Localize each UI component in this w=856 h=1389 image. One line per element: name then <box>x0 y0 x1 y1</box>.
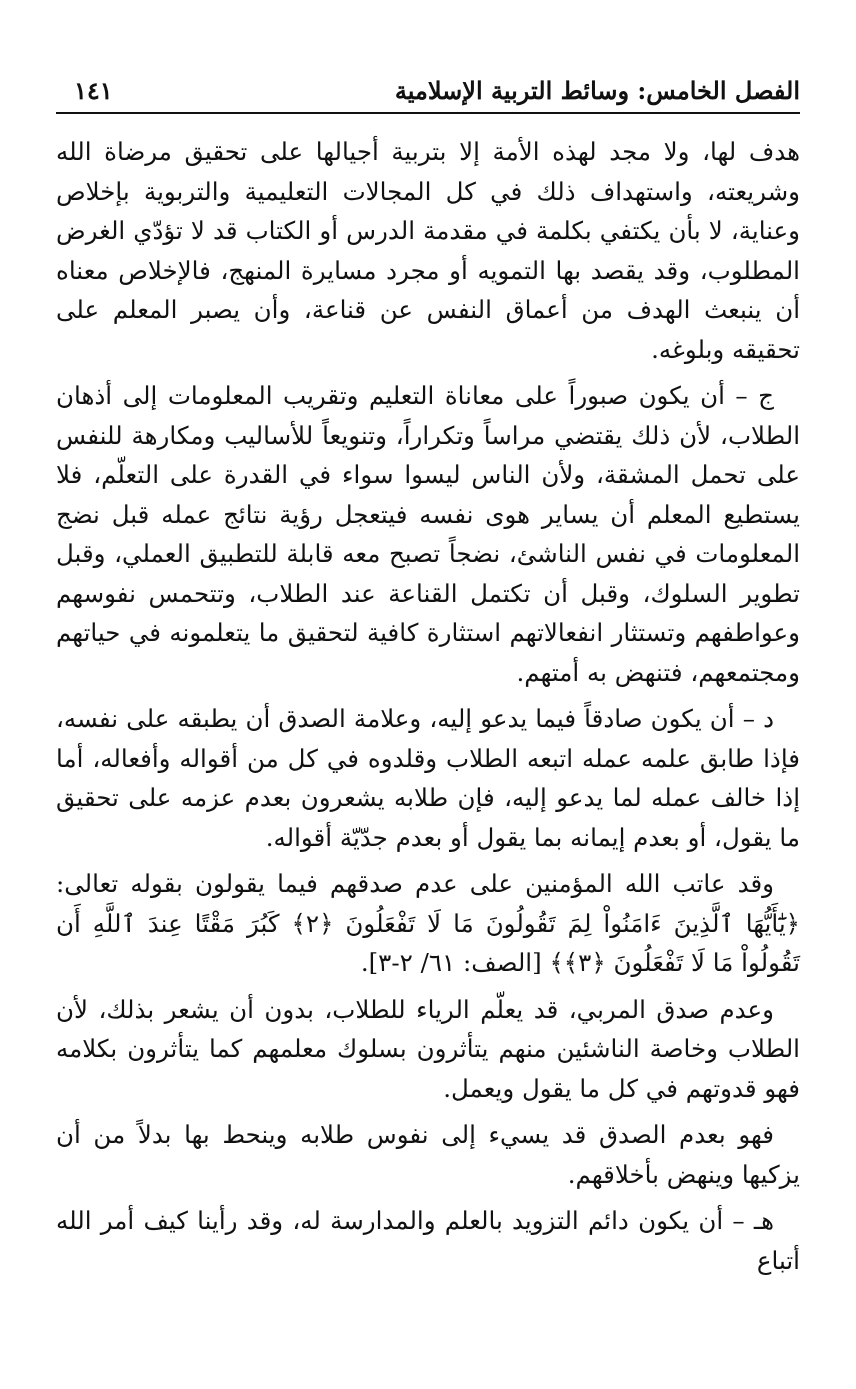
paragraph-continuation: هدف لها، ولا مجد لهذه الأمة إلا بتربية أجيالها على تحقيق مرضاة الله وشريعته، واستهداف ذلك في كل المجالات التعليمية والتربوية بإخلاص وعناية، لا بأن يكتفي بكلمة في مقدمة الدرس أو الكتاب قد لا تؤدّي الغرض المطلوب، وقد يقصد بها التمويه أو مجرد مسايرة المنهج، فالإخلاص معناه أن ينبعث الهدف من أعماق النفس عن قناعة، وأن يصبر المعلم على تحقيقه وبلوغه. <box>56 137 800 364</box>
paragraph-point-jeem: ج – أن يكون صبوراً على معاناة التعليم وتقريب المعلومات إلى أذهان الطلاب، لأن ذلك يقتضي مراساً وتكراراً، وتنويعاً للأساليب ومكارهة للنفس على تحمل المشقة، ولأن الناس ليسوا سواء في القدرة على التعلّم، فلا يستطيع المعلم أن يساير هوى نفسه فيتعجل رؤية نتائج عمله قبل نضج المعلومات في نفس الناشئ، نضجاً تصبح معه قابلة للتطبيق العملي، وقبل تطوير السلوك، وقبل أن تكتمل القناعة عند الطلاب، وتتحمس نفوسهم وعواطفهم وتستثار انفعالاتهم استثارة كافية لتحقيق ما يتعلمونه في حياتهم ومجتمعهم، فتنهض به أمتهم. <box>56 381 800 687</box>
paragraph-honesty: فهو بعدم الصدق قد يسيء إلى نفوس طلابه وينحط بها بدلاً من أن يزكيها وينهض بأخلاقهم. <box>56 1120 800 1189</box>
paragraph-quran-verse: وقد عاتب الله المؤمنين على عدم صدقهم فيما يقولون بقوله تعالى: ﴿يَٰٓأَيُّهَا ٱلَّذِينَ ءَامَنُواْ لِمَ تَقُولُونَ مَا لَا تَفْعَلُونَ ﴿٢﴾ كَبُرَ مَقْتًا عِندَ ٱللَّهِ أَن تَقُولُواْ مَا لَا تَفْعَلُونَ ﴿٣﴾﴾ [الصف: ٦١/ ٢-٣]. <box>56 869 801 977</box>
page-number: ١٤١ <box>74 76 113 105</box>
body-text <box>56 132 800 1280</box>
paragraph-point-dal: د – أن يكون صادقاً فيما يدعو إليه، وعلامة الصدق أن يطبقه على نفسه، فإذا طابق علمه عمله اتبعه الطلاب وقلدوه في كل من أقواله وأفعاله، أما إذا خالف عمله لما يدعو إليه، فإن طلابه يشعرون بعدم عزمه على تحقيق ما يقول، أو بعدم إيمانه بما يقول أو بعدم جدّيّة أقواله. <box>56 704 800 852</box>
page-header <box>56 70 800 114</box>
paragraph-hypocrisy: وعدم صدق المربي، قد يعلّم الرياء للطلاب، بدون أن يشعر بذلك، لأن الطلاب وخاصة الناشئين منهم يتأثرون بسلوك معلمهم كما يتأثرون بكلامه فهو قدوتهم في كل ما يقول ويعمل. <box>56 994 800 1103</box>
chapter-title: الفصل الخامس: وسائط التربية الإسلامية <box>394 76 800 105</box>
paragraph-point-ha: هـ – أن يكون دائم التزويد بالعلم والمدارسة له، وقد رأينا كيف أمر الله أتباع <box>56 1206 800 1275</box>
